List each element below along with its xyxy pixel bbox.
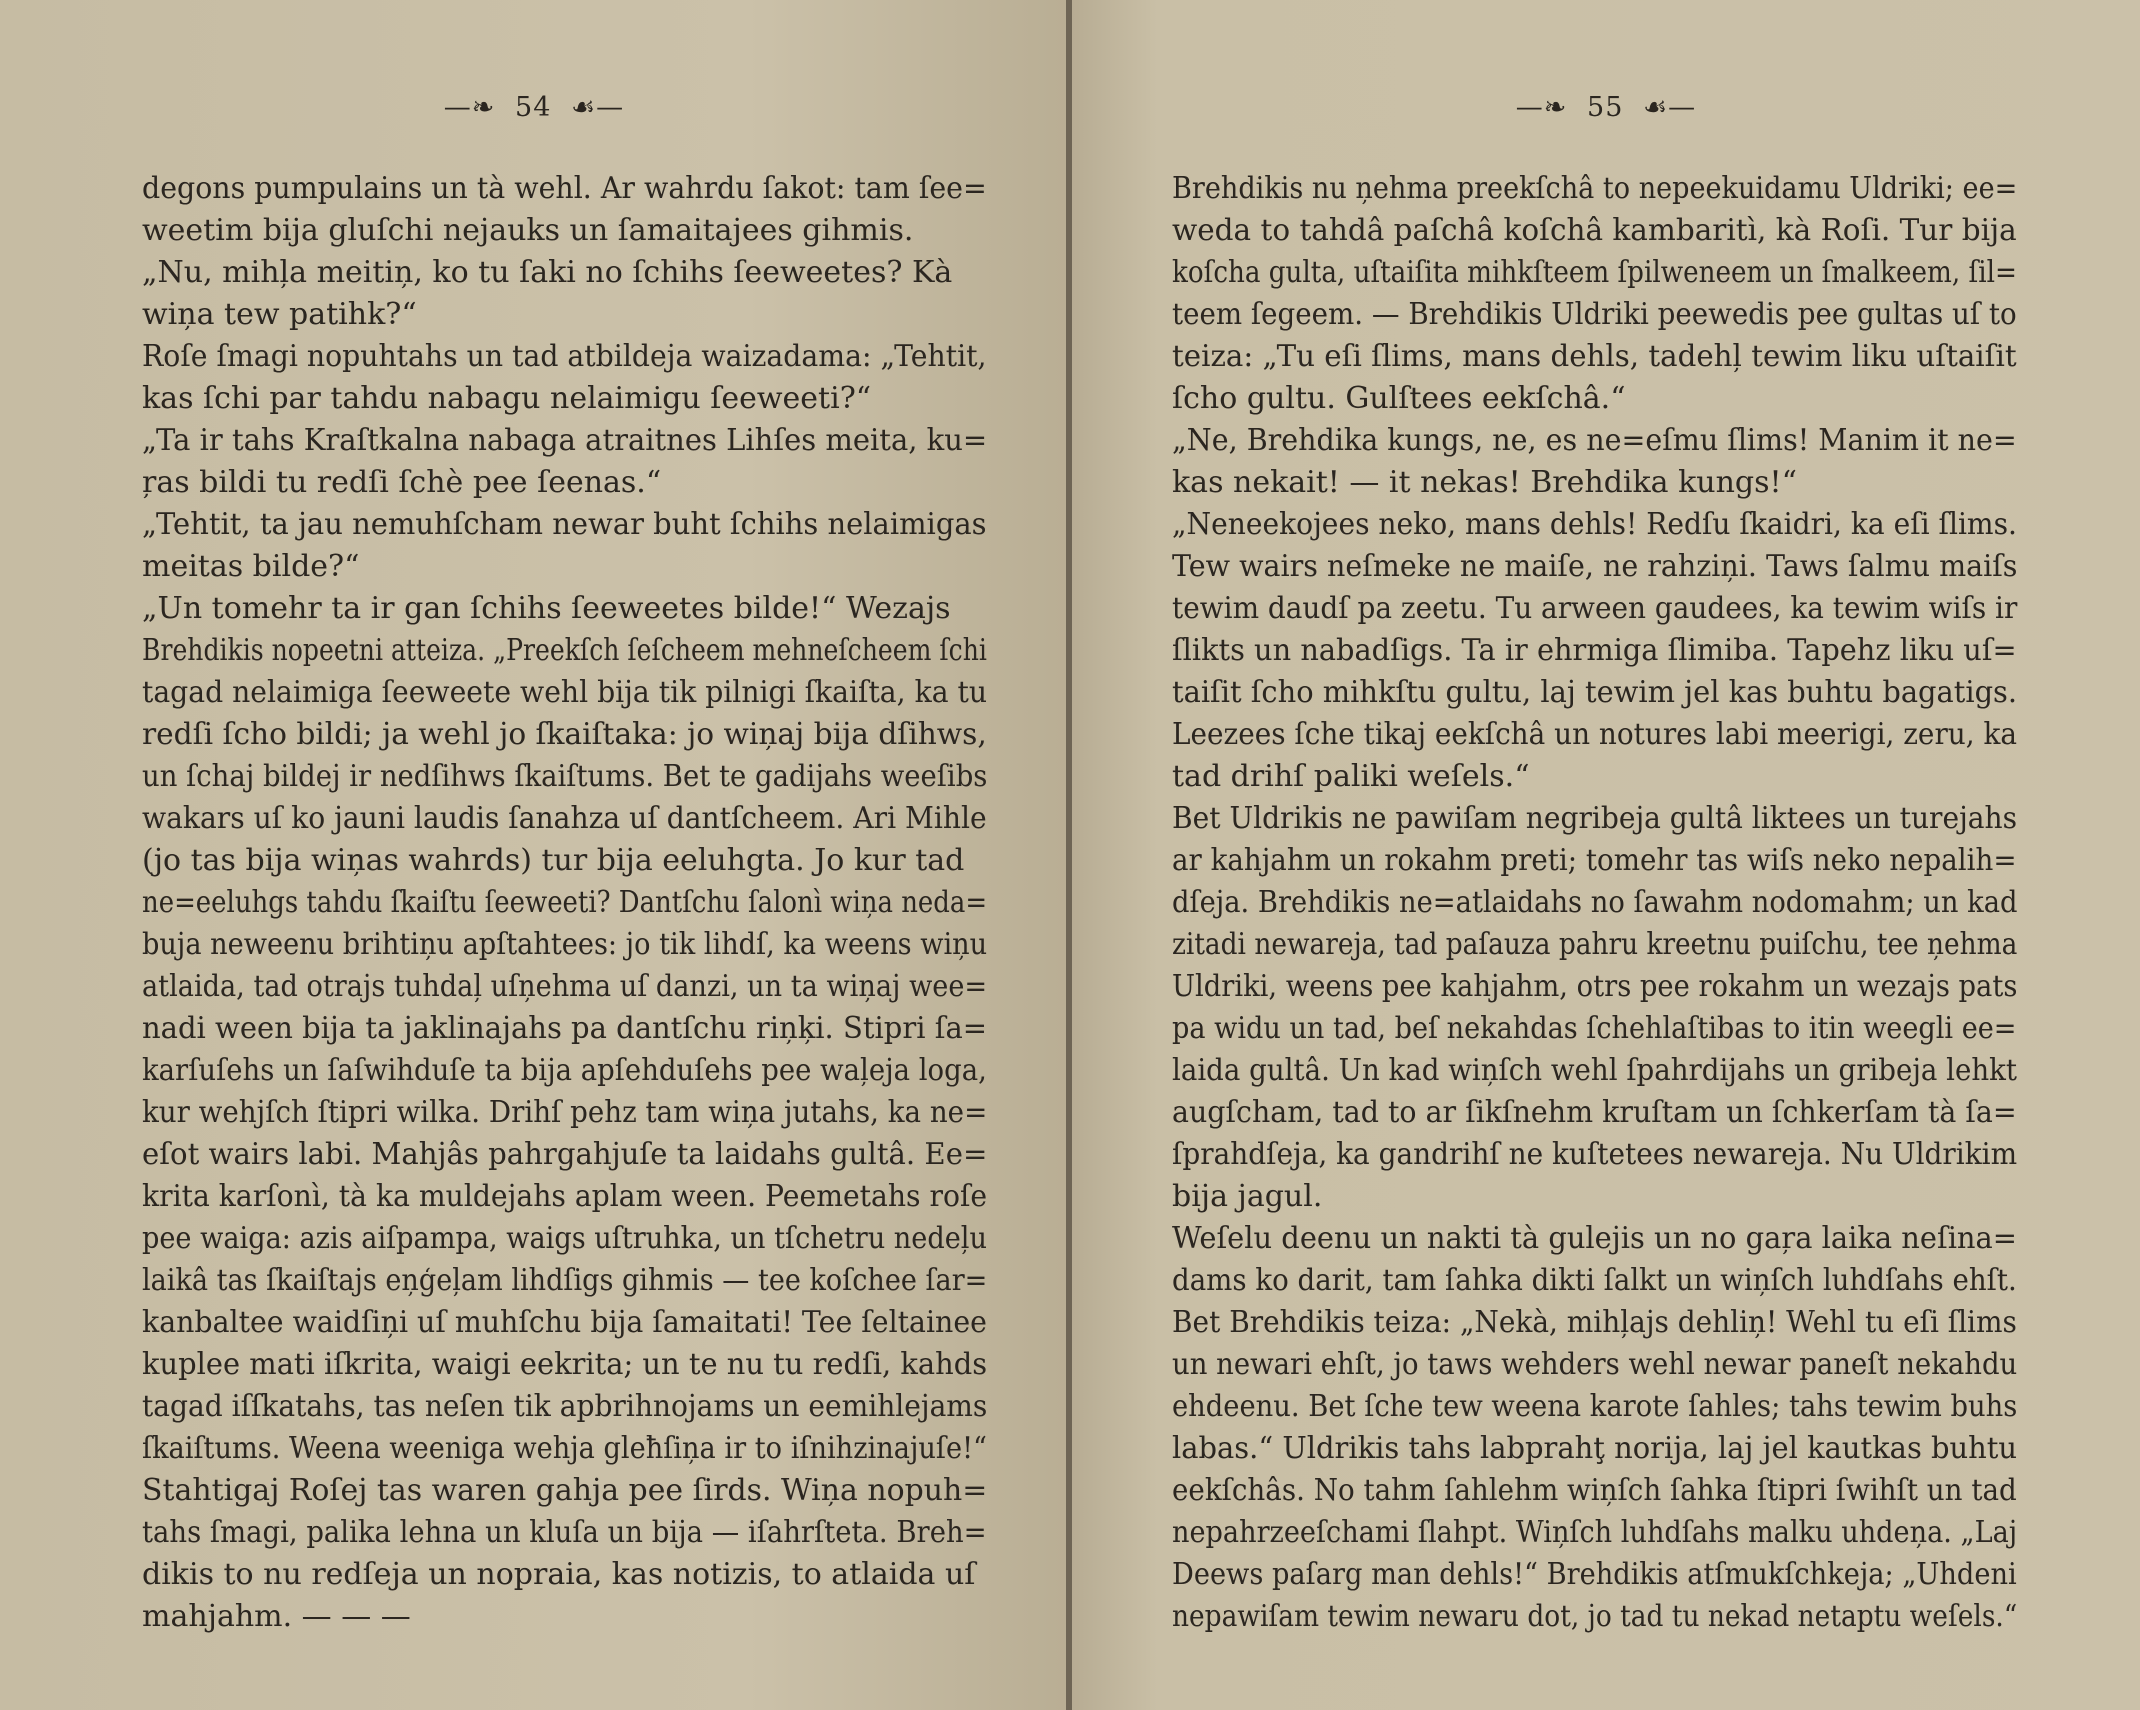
page-text <box>142 168 987 1638</box>
text-line: redſi ſcho bildi; ja wehl jo ſkaiſtaka: jo wiņaj bija dſihws, <box>142 717 987 752</box>
text-line: kas nekait! — it nekas! Brehdika kungs!“ <box>1172 465 1797 500</box>
left-page <box>0 0 1068 1710</box>
text-line: „Un tomehr ta ir gan ſchihs ſeeweetes bilde!“ Wezajs <box>142 591 951 626</box>
text-line: degons pumpulains un tà wehl. Ar wahrdu ſakot: tam ſee= <box>142 171 987 206</box>
text-line: ſcho gultu. Gulſtees eekſchâ.“ <box>1172 381 1626 416</box>
text-line: ŗas bildi tu redſi ſchè pee ſeenas.“ <box>142 465 662 500</box>
text-line: dſeja. Brehdikis ne=atlaidahs no ſawahm nodomahm; un kad <box>1172 885 2018 920</box>
text-line: nadi ween bija ta jaklinajahs pa dantſchu riņķi. Stipri ſa= <box>142 1011 988 1046</box>
text-line: (jo tas bija wiņas wahrds) tur bija eeluhgta. Jo kur tad <box>142 843 965 878</box>
page-header <box>0 92 1068 123</box>
ornament-left-icon: —❧ <box>1515 92 1568 123</box>
text-line: kuplee mati iſkrita, waigi eekrita; un te nu tu redſi, kahds <box>142 1347 988 1382</box>
text-line: taiſit ſcho mihkſtu gultu, laj tewim jel kas buhtu bagatigs. <box>1172 675 2018 710</box>
text-line: eekſchâs. No tahm ſahlehm wiņſch ſahka ſtipri ſwihſt un tad <box>1172 1473 2017 1508</box>
text-line: tahs ſmagi, palika lehna un kluſa un bija — iſahrſteta. Breh= <box>142 1515 987 1550</box>
text-line: tagad iſſkatahs, tas neſen tik apbrihnojams un eemihlejams <box>142 1389 988 1424</box>
ornament-left-icon: —❧ <box>443 92 496 123</box>
text-line: mahjahm. — — — <box>142 1599 411 1634</box>
text-line: augſcham, tad to ar ſikſnehm kruſtam un ſchkerſam tà ſa= <box>1172 1095 2017 1130</box>
text-line: meitas bilde?“ <box>142 549 360 584</box>
text-line: eſot wairs labi. Mahjâs pahrgahjuſe ta laidahs gultâ. Ee= <box>142 1137 988 1172</box>
text-line: ehdeenu. Bet ſche tew weena karote ſahles; tahs tewim buhs <box>1172 1389 2018 1424</box>
page-number: 54 <box>515 92 552 123</box>
text-line: kanbaltee waidſiņi uſ muhſchu bija ſamaitati! Tee ſeltainee <box>142 1305 987 1340</box>
text-line: laikâ tas ſkaiſtajs eņģeļam lihdſigs gihmis — tee koſchee ſar= <box>142 1263 988 1298</box>
text-line: tagad nelaimiga ſeeweete wehl bija tik pilnigi ſkaiſta, ka tu <box>142 675 988 710</box>
text-line: ſprahdſeja, ka gandrihſ ne kuſtetees newareja. Nu Uldrikim <box>1172 1137 2018 1172</box>
text-line: bija jagul. <box>1172 1179 1323 1214</box>
text-line: teiza: „Tu eſi ſlims, mans dehls, tadehļ tewim liku uſtaiſit <box>1172 339 2017 374</box>
right-page <box>1072 0 2140 1710</box>
text-line: Uldriki, weens pee kahjahm, otrs pee rokahm un wezajs pats <box>1172 969 2018 1004</box>
text-line: krita karſonì, tà ka muldejahs aplam ween. Peemetahs roſe <box>142 1179 988 1214</box>
text-line: „Nu, mihļa meitiņ, ko tu ſaki no ſchihs ſeeweetes? Kà <box>142 255 953 290</box>
text-line: atlaida, tad otrajs tuhdaļ uſņehma uſ danzi, un ta wiņaj wee= <box>142 969 988 1004</box>
text-line: buja neweenu brihtiņu apſtahtees: jo tik lihdſ, ka weens wiņu <box>142 927 988 962</box>
text-line: zitadi newareja, tad paſauza pahru kreetnu puiſchu, tee ņehma <box>1172 927 2018 962</box>
text-line: un newari ehſt, jo taws wehders wehl newar paneſt nekahdu <box>1172 1347 2018 1382</box>
text-line: laida gultâ. Un kad wiņſch wehl ſpahrdijahs un gribeja lehkt <box>1172 1053 2018 1088</box>
text-line: ar kahjahm un rokahm preti; tomehr tas wiſs neko nepalih= <box>1172 843 2017 878</box>
page-header <box>1072 92 2140 123</box>
text-line: Roſe ſmagi nopuhtahs un tad atbildeja waizadama: „Tehtit, <box>142 339 987 374</box>
text-line: kur wehjſch ſtipri wilka. Drihſ pehz tam wiņa jutahs, ka ne= <box>142 1095 988 1130</box>
text-line: weda to tahdâ paſchâ koſchâ kambaritì, kà Roſi. Tur bija <box>1172 213 2017 248</box>
text-line: „Tehtit, ta jau nemuhſcham newar buht ſchihs nelaimigas <box>142 507 987 542</box>
text-line: Deews paſarg man dehls!“ Brehdikis atſmukſchkeja; „Uhdeni <box>1172 1557 2017 1592</box>
text-line: pa widu un tad, beſ nekahdas ſchehlaſtibas to itin weegli ee= <box>1172 1011 2017 1046</box>
text-line: Bet Brehdikis teiza: „Nekà, mihļajs dehliņ! Wehl tu eſi ſlims <box>1172 1305 2017 1340</box>
text-line: „Ne, Brehdika kungs, ne, es ne=eſmu ſlims! Manim it ne= <box>1172 423 2017 458</box>
text-line: teem ſegeem. — Brehdikis Uldriki peewedis pee gultas uſ to <box>1172 297 2017 332</box>
text-line: Leezees ſche tikaj eekſchâ un notures labi meerigi, zeru, ka <box>1172 717 2017 752</box>
text-line: dams ko darit, tam ſahka dikti ſalkt un wiņſch luhdſahs ehſt. <box>1172 1263 2017 1298</box>
text-line: dikis to nu redſeja un nopraia, kas notizis, to atlaida uſ <box>142 1557 976 1592</box>
text-line: wiņa tew patihk?“ <box>142 297 417 332</box>
text-line: „Neneekojees neko, mans dehls! Redſu ſkaidri, ka eſi ſlims. <box>1172 507 2017 542</box>
text-line: Tew wairs neſmeke ne maiſe, ne rahziņi. Taws ſalmu maiſs <box>1172 549 2018 584</box>
text-line: wakars uſ ko jauni laudis ſanahza uſ dantſcheem. Ari Mihle <box>142 801 987 836</box>
text-line: Brehdikis nopeetni atteiza. „Preekſch ſeſcheem mehneſcheem ſchi <box>142 633 987 668</box>
text-line: nepawiſam tewim newaru dot, jo tad tu nekad netaptu weſels.“ <box>1172 1599 2018 1634</box>
text-line: labas.“ Uldrikis tahs labprahţ norija, laj jel kautkas buhtu <box>1172 1431 2018 1466</box>
text-line: tewim daudſ pa zeetu. Tu arween gaudees, ka tewim wiſs ir <box>1172 591 2018 626</box>
text-line: kas ſchi par tahdu nabagu nelaimigu ſeeweeti?“ <box>142 381 872 416</box>
text-line: Stahtigaj Roſej tas waren gahja pee ſirds. Wiņa nopuh= <box>142 1473 988 1508</box>
text-line: weetim bija gluſchi nejauks un ſamaitajees gihmis. <box>142 213 914 248</box>
text-line: Bet Uldrikis ne pawiſam negribeja gultâ liktees un turejahs <box>1172 801 2018 836</box>
text-line: ne=eeluhgs tahdu ſkaiſtu ſeeweeti? Dantſchu ſalonì wiņa neda= <box>142 885 988 920</box>
text-line: ſkaiſtums. Weena weeniga wehja gleħſiņa ir to iſnihzinajuſe!“ <box>142 1431 987 1466</box>
ornament-right-icon: ☙— <box>1642 92 1697 123</box>
page-text <box>1172 168 2017 1638</box>
text-line: un ſchaj bildej ir nedſihws ſkaiſtums. Bet te gadijahs weeſibs <box>142 759 988 794</box>
text-line: ſlikts un nabadſigs. Ta ir ehrmiga ſlimiba. Tapehz liku uſ= <box>1172 633 2017 668</box>
text-line: pee waiga: azis aiſpampa, waigs uſtruhka, un tſchetru nedeļu <box>142 1221 987 1256</box>
ornament-right-icon: ☙— <box>570 92 625 123</box>
text-line: nepahrzeeſchami ſlahpt. Wiņſch luhdſahs malku uhdeņa. „Laj <box>1172 1515 2018 1550</box>
text-line: karſuſehs un ſaſwihduſe ta bija apſehduſehs pee waļeja loga, <box>142 1053 987 1088</box>
text-line: „Ta ir tahs Kraſtkalna nabaga atraitnes Lihſes meita, ku= <box>142 423 988 458</box>
text-line: tad drihſ paliki weſels.“ <box>1172 759 1530 794</box>
text-line: Weſelu deenu un nakti tà gulejis un no gaŗa laika neſina= <box>1172 1221 2018 1256</box>
text-line: koſcha gulta, uſtaiſita mihkſteem ſpilweneem un ſmalkeem, ſil= <box>1172 255 2017 290</box>
text-line: Brehdikis nu ņehma preekſchâ to nepeekuidamu Uldriki; ee= <box>1172 171 2018 206</box>
page-number: 55 <box>1587 92 1624 123</box>
